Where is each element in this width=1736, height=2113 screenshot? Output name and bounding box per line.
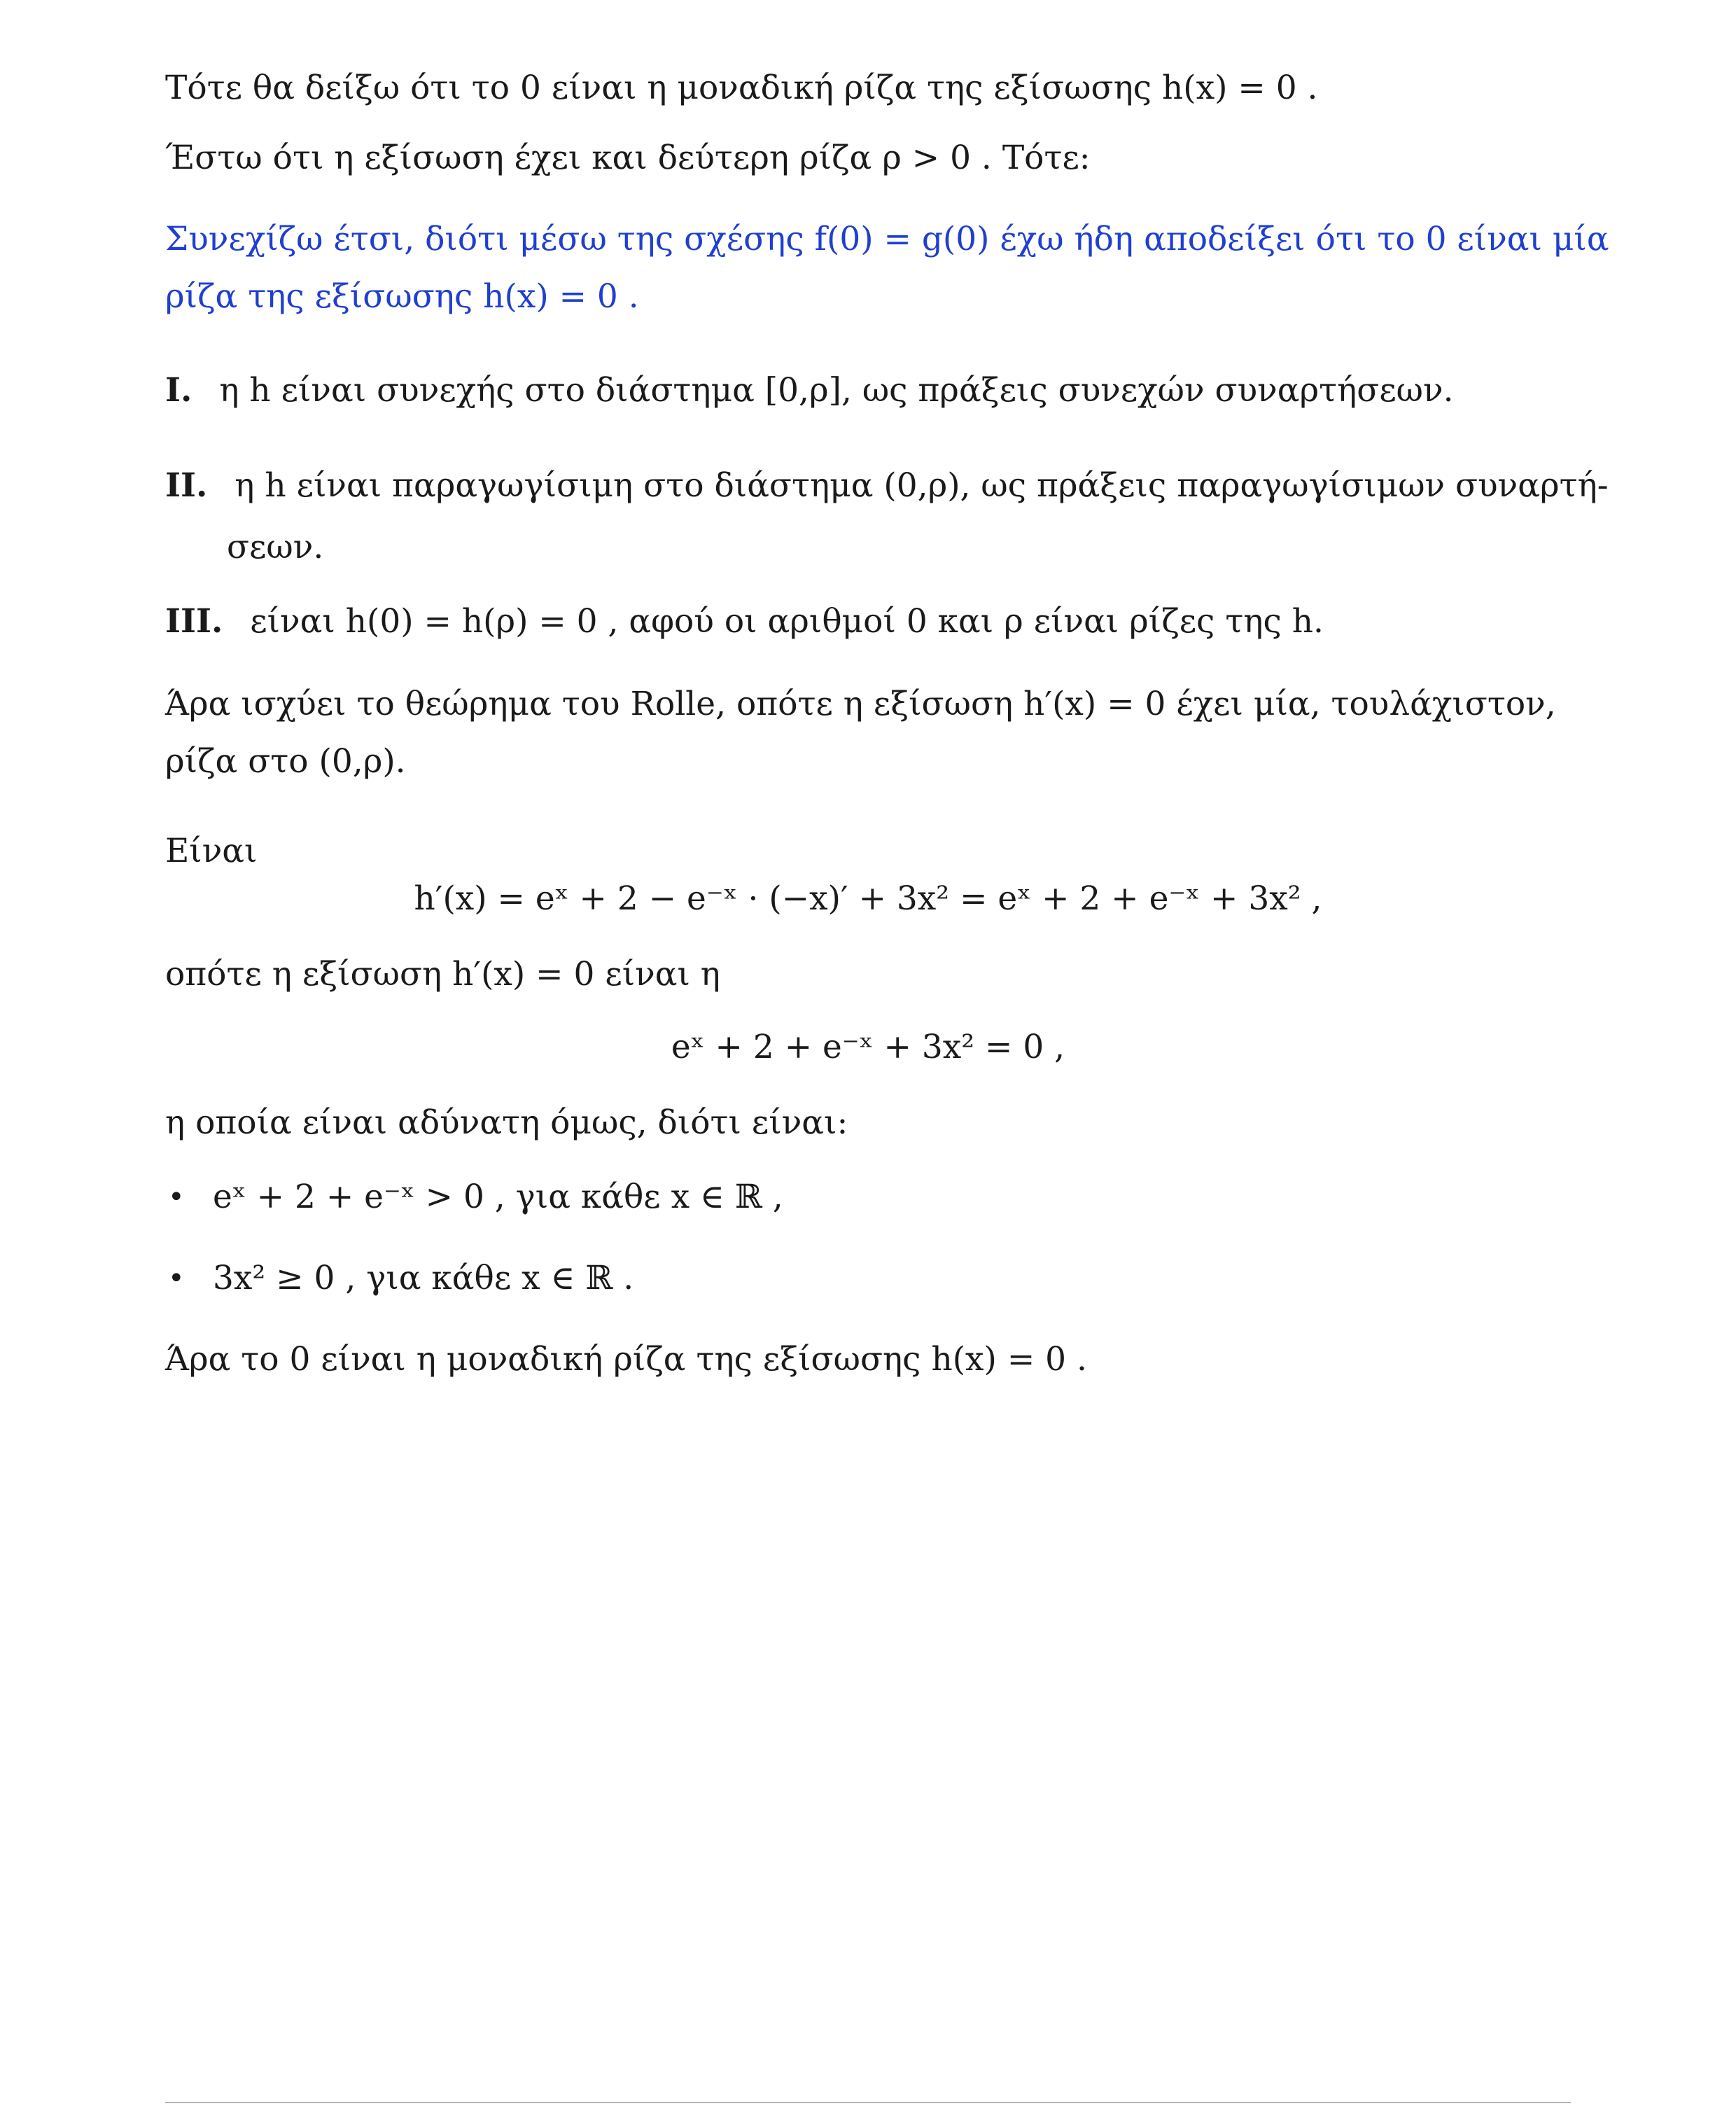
- footer-divider: [165, 2102, 1571, 2103]
- note-line-1: Συνεχίζω έτσι, διότι μέσω της σχέσης f(0) = g(0) έχω ήδη αποδείξει ότι το 0 είναι μία: [165, 220, 1609, 258]
- condition-ii-text: η h είναι παραγωγίσιμη στο διάστημα (0,ρ), ως πράξεις παραγωγίσιμων συναρτή-: [234, 466, 1609, 505]
- bullet-1-text: eˣ + 2 + e⁻ˣ > 0 , για κάθε x ∈ ℝ ,: [213, 1178, 783, 1216]
- conclusion-line: Άρα το 0 είναι η μοναδική ρίζα της εξίσωσης h(x) = 0 .: [165, 1340, 1087, 1379]
- einai-line: Είναι: [165, 832, 258, 870]
- assumption-line: Έστω ότι η εξίσωση έχει και δεύτερη ρίζα ρ > 0 . Τότε:: [165, 139, 1091, 177]
- rolle-line-2: ρίζα στο (0,ρ).: [165, 742, 406, 781]
- condition-ii-continuation: σεων.: [227, 528, 324, 566]
- bullet-2-text: 3x² ≥ 0 , για κάθε x ∈ ℝ .: [213, 1259, 634, 1297]
- condition-i-text: η h είναι συνεχής στο διάστημα [0,ρ], ως πράξεις συνεχών συναρτήσεων.: [219, 371, 1454, 410]
- bullet-2-marker: •: [168, 1262, 185, 1295]
- equation-intro-line: οπότε η εξίσωση h′(x) = 0 είναι η: [165, 955, 720, 993]
- derivative-equation: h′(x) = eˣ + 2 − e⁻ˣ · (−x)′ + 3x² = eˣ + 2 + e⁻ˣ + 3x² ,: [414, 879, 1322, 918]
- condition-ii: [165, 465, 1609, 507]
- impossible-equation: eˣ + 2 + e⁻ˣ + 3x² = 0 ,: [671, 1028, 1065, 1066]
- intro-line: Τότε θα δείξω ότι το 0 είναι η μοναδική ρίζα της εξίσωσης h(x) = 0 .: [165, 69, 1318, 107]
- condition-iii-label: III.: [165, 602, 223, 641]
- condition-iii: [165, 601, 1324, 643]
- note-line-2: ρίζα της εξίσωσης h(x) = 0 .: [165, 277, 639, 316]
- impossible-reason-line: η οποία είναι αδύνατη όμως, διότι είναι:: [165, 1103, 848, 1142]
- condition-ii-label: II.: [165, 466, 208, 505]
- condition-i: [165, 370, 1454, 412]
- condition-iii-text: είναι h(0) = h(ρ) = 0 , αφού οι αριθμοί 0 και ρ είναι ρίζες της h.: [250, 602, 1324, 641]
- condition-i-label: I.: [165, 371, 192, 410]
- bullet-1-marker: •: [168, 1181, 185, 1213]
- rolle-line-1: Άρα ισχύει το θεώρημα του Rolle, οπότε η εξίσωση h′(x) = 0 έχει μία, τουλάχιστον,: [165, 685, 1556, 723]
